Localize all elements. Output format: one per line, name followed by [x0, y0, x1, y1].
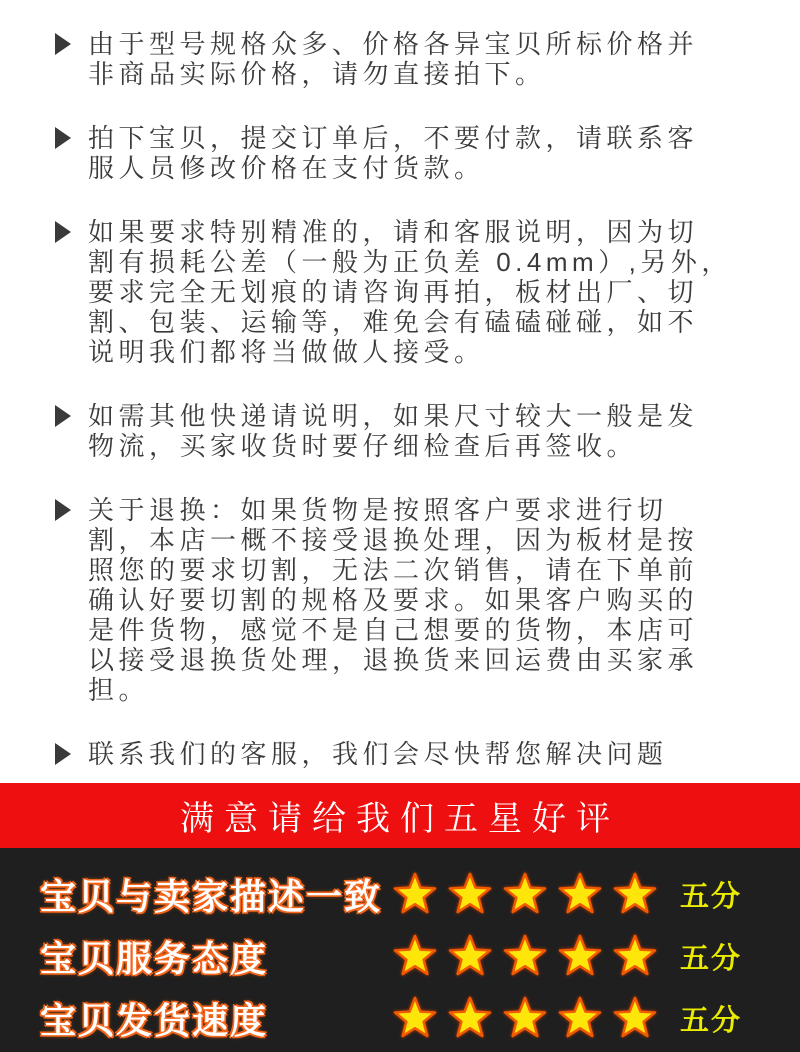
notice-text: [88, 29, 698, 89]
rating-score: 五分: [680, 880, 743, 913]
notice-text: [88, 495, 698, 705]
notice-line: 如果要求特别精准的，请和客服说明，因为切: [88, 217, 699, 247]
star-icon: [502, 871, 548, 917]
star-rating: [392, 995, 658, 1041]
rating-label: 宝贝与卖家描述一致: [40, 875, 383, 917]
notice-text: [88, 123, 698, 183]
star-icon: [557, 871, 603, 917]
star-icon: [557, 933, 603, 979]
notice-line: 确认好要切割的规格及要求。如果客户购买的: [88, 585, 699, 615]
star-icon: [447, 933, 493, 979]
star-icon: [392, 933, 438, 979]
rating-score: 五分: [680, 942, 743, 975]
notice-line: 如需其他快递请说明，如果尺寸较大一般是发: [88, 401, 699, 431]
rating-row: [40, 863, 800, 925]
notice-text: [88, 217, 732, 367]
notice-line: 担。: [88, 675, 150, 705]
star-icon: [557, 995, 603, 1041]
notice-item: [55, 739, 750, 769]
notice-line: 拍下宝贝，提交订单后，不要付款，请联系客: [88, 123, 699, 153]
notice-line: 照您的要求切割，无法二次销售，请在下单前: [88, 555, 699, 585]
notice-line: 割有损耗公差（一般为正负差 0.4mm）,另外，: [88, 247, 732, 277]
rating-row: [40, 987, 800, 1049]
banner-text: 满意请给我们五星好评: [180, 800, 620, 838]
notice-line: 服人员修改价格在支付货款。: [88, 153, 485, 183]
notice-line: 割，本店一概不接受退换处理，因为板材是按: [88, 525, 699, 555]
bullet-arrow-icon: [55, 127, 71, 149]
star-icon: [612, 995, 658, 1041]
rating-score: 五分: [680, 1004, 743, 1037]
rating-row: [40, 925, 800, 987]
notice-line: 以接受退换货处理，退换货来回运费由买家承: [88, 645, 699, 675]
star-icon: [392, 871, 438, 917]
star-icon: [612, 933, 658, 979]
rating-label: 宝贝发货速度: [40, 999, 269, 1041]
star-icon: [447, 995, 493, 1041]
notice-line: 关于退换：如果货物是按照客户要求进行切: [88, 495, 668, 525]
star-icon: [612, 871, 658, 917]
star-icon: [502, 995, 548, 1041]
notice-line: 由于型号规格众多、价格各异宝贝所标价格并: [88, 29, 699, 59]
notice-line: 物流，买家收货时要仔细检查后再签收。: [88, 431, 638, 461]
notice-item: [55, 123, 750, 183]
bullet-arrow-icon: [55, 221, 71, 243]
star-rating: [392, 871, 658, 917]
notice-item: [55, 217, 750, 367]
notice-line: 是件货物，感觉不是自己想要的货物，本店可: [88, 615, 699, 645]
bullet-arrow-icon: [55, 33, 71, 55]
notice-line: 非商品实际价格，请勿直接拍下。: [88, 59, 546, 89]
star-icon: [392, 995, 438, 1041]
bullet-arrow-icon: [55, 743, 71, 765]
rating-banner: [0, 783, 800, 848]
star-rating: [392, 933, 658, 979]
notice-item: [55, 495, 750, 705]
bullet-arrow-icon: [55, 499, 71, 521]
notice-text: [88, 401, 698, 461]
notice-line: 要求完全无划痕的请咨询再拍，板材出厂、切: [88, 277, 699, 307]
notice-item: [55, 29, 750, 89]
notice-line: 说明我们都将当做做人接受。: [88, 337, 485, 367]
notice-line: 割、包装、运输等，难免会有磕磕碰碰，如不: [88, 307, 699, 337]
notice-text: [88, 739, 668, 769]
star-icon: [502, 933, 548, 979]
rating-label: 宝贝服务态度: [40, 937, 269, 979]
notice-item: [55, 401, 750, 461]
notice-line: 联系我们的客服，我们会尽快帮您解决问题: [88, 739, 668, 769]
rating-section: [0, 848, 800, 1052]
star-icon: [447, 871, 493, 917]
bullet-arrow-icon: [55, 405, 71, 427]
